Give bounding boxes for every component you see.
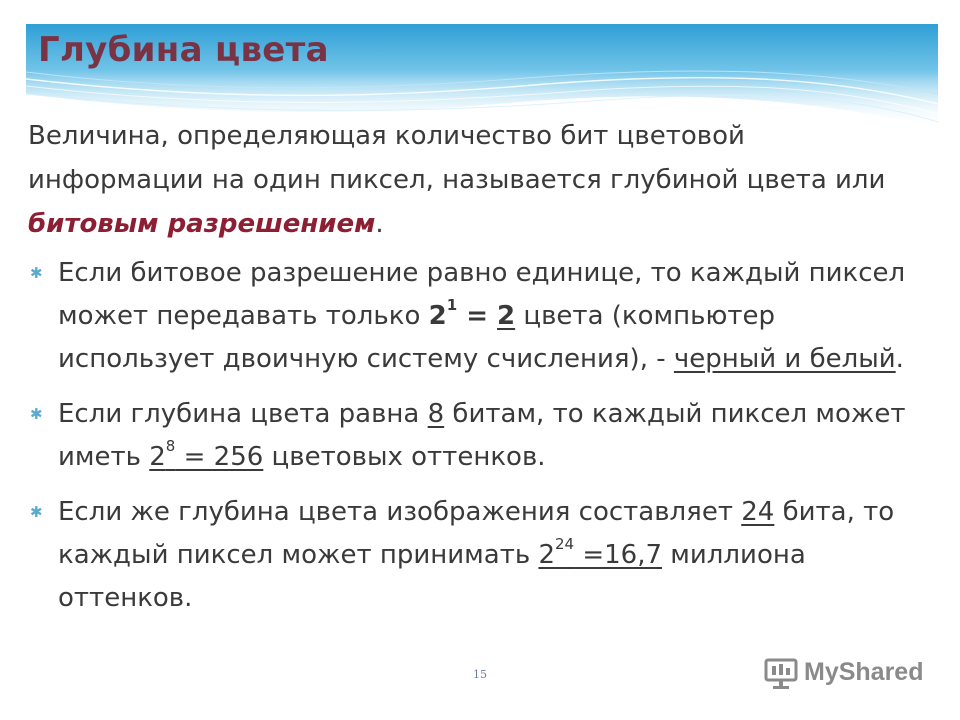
- power-base: 2: [538, 540, 555, 570]
- bullet-text: Если битовое разрешение равно единице, то каждый пиксел может передавать только: [58, 258, 906, 331]
- black-white-link: черный и белый: [673, 344, 896, 374]
- bullet-text: цветовых оттенков.: [263, 442, 546, 472]
- power-base: 2: [428, 301, 447, 331]
- definition-paragraph: [28, 114, 908, 246]
- bullet-item-8bit: [28, 393, 928, 479]
- bit-count: 24: [741, 497, 775, 527]
- asterisk-bullet-icon: ✱: [30, 264, 43, 282]
- bullet-item-1bit: [28, 252, 928, 381]
- power-result: = 256: [175, 442, 264, 472]
- power-result: =16,7: [574, 540, 663, 570]
- power-base: 2: [149, 442, 166, 472]
- bit-count: 8: [427, 399, 445, 429]
- power-expression: [538, 535, 663, 570]
- emphasized-term: битовым разрешением: [28, 209, 376, 239]
- watermark-text: MyShared: [804, 658, 924, 686]
- bullet-text: бита, то каждый пиксел может принимать: [58, 497, 895, 570]
- power-exponent: 24: [554, 535, 575, 554]
- definition-end: .: [375, 209, 384, 239]
- bullet-text: Если глубина цвета равна: [58, 399, 428, 429]
- bullet-text: цвета (компьютер использует двоичную систему счисления), -: [58, 301, 775, 374]
- bullet-text: .: [895, 344, 904, 374]
- myshared-watermark: [764, 656, 934, 692]
- bullet-text: миллиона оттенков.: [58, 540, 806, 613]
- definition-text: Величина, определяющая количество бит цветовой информации на один пиксел, называется глубиной цвета или: [28, 121, 886, 195]
- asterisk-bullet-icon: ✱: [30, 405, 43, 423]
- asterisk-bullet-icon: ✱: [30, 503, 43, 521]
- bullet-item-24bit: [28, 491, 928, 620]
- slide-title: Глубина цвета: [38, 30, 329, 70]
- presentation-screen-icon: [764, 658, 798, 690]
- bullet-text: Если же глубина цвета изображения составляет: [58, 497, 742, 527]
- power-exponent: 8: [165, 437, 176, 456]
- power-expression: [428, 296, 516, 331]
- power-equals: =: [457, 301, 498, 331]
- power-result: 2: [497, 301, 516, 331]
- bullet-text: битам, то каждый пиксел может иметь: [58, 399, 906, 472]
- bullet-list: [28, 252, 928, 632]
- power-exponent: 1: [446, 296, 458, 315]
- power-expression: [149, 437, 264, 472]
- page-number: 15: [473, 668, 487, 681]
